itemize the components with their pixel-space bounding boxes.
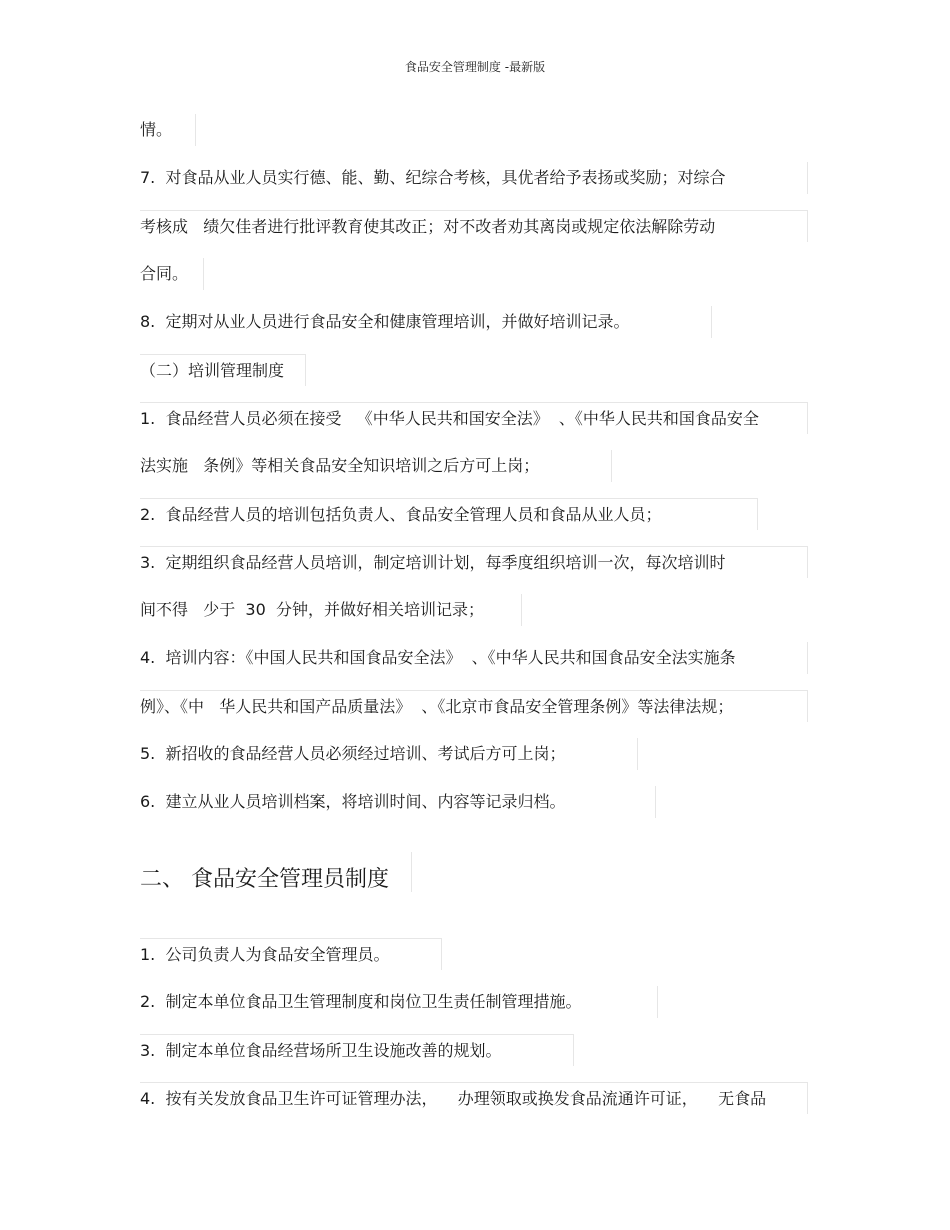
page-header: 食品安全管理制度 -最新版 — [404, 60, 546, 74]
section-heading: 二、 食品安全管理员制度 — [140, 852, 412, 892]
text-line: 5. 新招收的食品经营人员必须经过培训、考试后方可上岗； — [140, 738, 638, 770]
text-line: 3. 制定本单位食品经营场所卫生设施改善的规划。 — [140, 1034, 574, 1066]
text-line: 考核成 绩欠佳者进行批评教育使其改正；对不改者劝其离岗或规定依法解除劳动 — [140, 210, 808, 242]
text-line: 6. 建立从业人员培训档案，将培训时间、内容等记录归档。 — [140, 786, 656, 818]
text-line: 2. 食品经营人员的培训包括负责人、食品安全管理人员和食品从业人员； — [140, 498, 758, 530]
text-line: 情。 — [140, 114, 196, 146]
text-line: 7. 对食品从业人员实行德、能、勤、纪综合考核，具优者给予表扬或奖励；对综合 — [140, 162, 808, 194]
text-line: 4. 培训内容：《中国人民共和国食品安全法》 、《中华人民共和国食品安全法实施条 — [140, 642, 808, 674]
text-line: 8. 定期对从业人员进行食品安全和健康管理培训，并做好培训记录。 — [140, 306, 712, 338]
text-line: 例》、《中 华人民共和国产品质量法》 、《北京市食品安全管理条例》等法律法规； — [140, 690, 808, 722]
text-line: 4. 按有关发放食品卫生许可证管理办法， 办理领取或换发食品流通许可证， 无食品 — [140, 1082, 808, 1114]
text-line: 1. 食品经营人员必须在接受 《中华人民共和国安全法》 、《中华人民共和国食品安全 — [140, 402, 808, 434]
text-line: 2. 制定本单位食品卫生管理制度和岗位卫生责任制管理措施。 — [140, 986, 658, 1018]
text-line: 间不得 少于 30 分钟，并做好相关培训记录； — [140, 594, 522, 626]
text-line: 合同。 — [140, 258, 204, 290]
text-line: 1. 公司负责人为食品安全管理员。 — [140, 938, 442, 970]
text-line: 法实施 条例》等相关食品安全知识培训之后方可上岗； — [140, 450, 612, 482]
text-line: 3. 定期组织食品经营人员培训，制定培训计划，每季度组织培训一次，每次培训时 — [140, 546, 808, 578]
subsection-heading: （二）培训管理制度 — [140, 354, 306, 386]
